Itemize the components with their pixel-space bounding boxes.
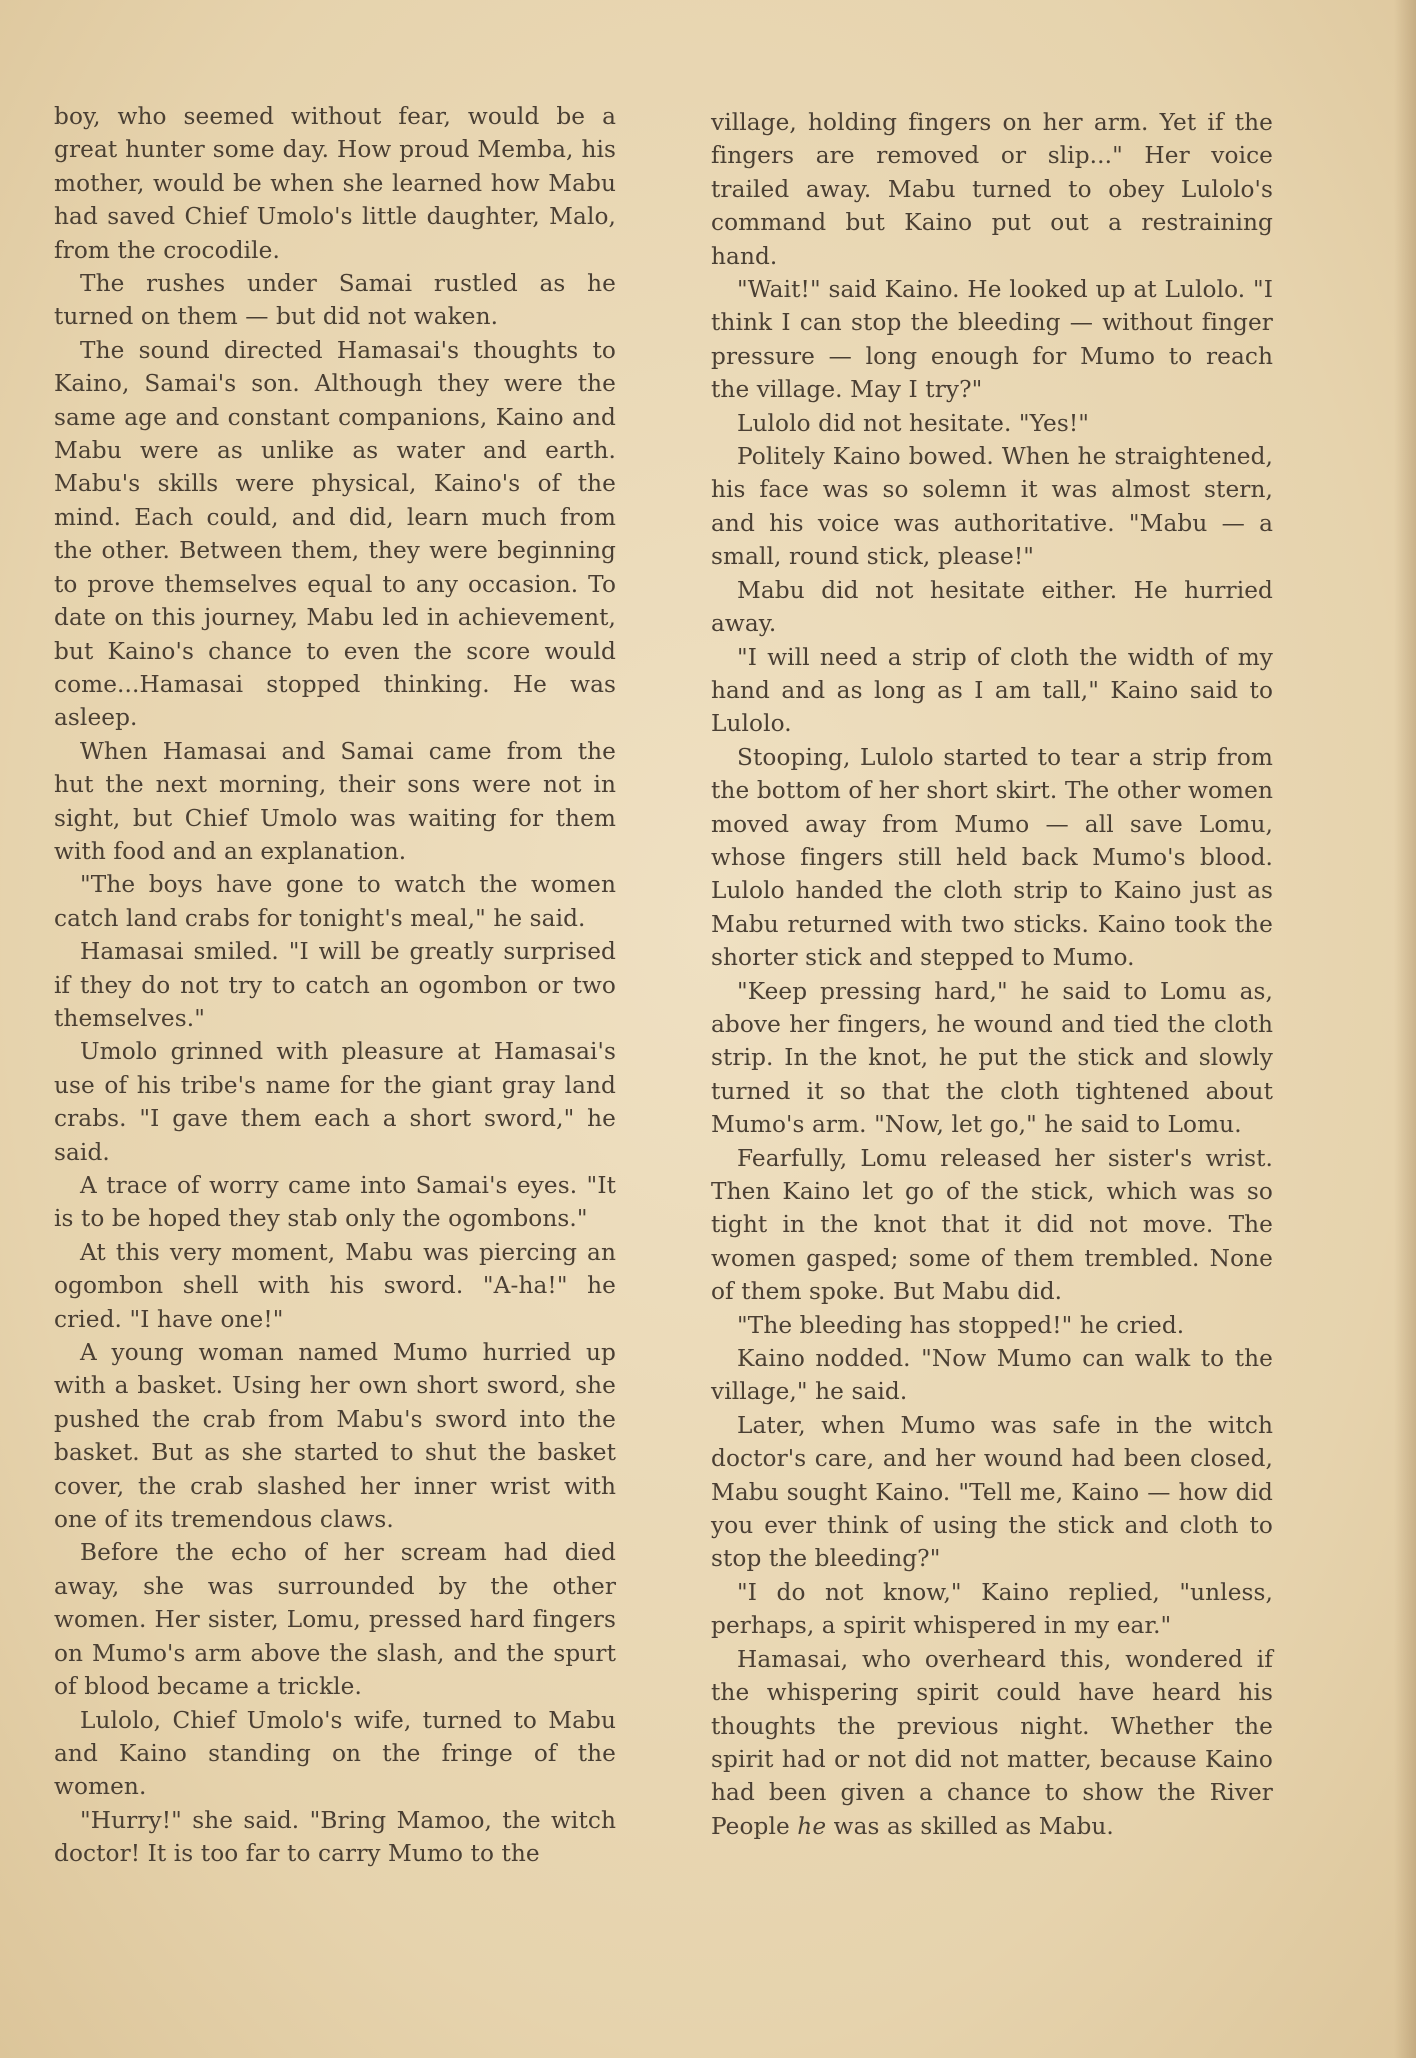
paragraph: "The bleeding has stopped!" he cried. <box>737 1311 1185 1339</box>
paragraph: The sound directed Hamasai's thoughts to Kaino, Samai's son. Although they were the same age and constant companions, Kaino and Mabu were as unlike as water and earth. Mabu's skills were physical, Kaino's of the mind. Each could, and did, learn much from the other. Between them, they were beginning to prove themselves equal to any occasion. To date on this journey, Mabu led in achievement, but Kaino's chance to even the score would come...Hamasai stopped thinking. He was asleep. <box>54 336 616 732</box>
paragraph: "Wait!" said Kaino. He looked up at Lulolo. "I think I can stop the bleeding — without finger pressure — long enough for Mumo to reach the village. May I try?" <box>711 276 1273 404</box>
paragraph: When Hamasai and Samai came from the hut the next morning, their sons were not in sight, but Chief Umolo was waiting for them with food and an explanation. <box>54 737 616 865</box>
paragraph: A young woman named Mumo hurried up with a basket. Using her own short sword, she pushed the crab from Mabu's sword into the basket. But as she started to shut the basket cover, the crab slashed her inner wrist with one of its tremendous claws. <box>54 1339 616 1534</box>
paragraph: Mabu did not hesitate either. He hurried away. <box>711 576 1273 638</box>
paragraph: The rushes under Samai rustled as he turned on them — but did not waken. <box>54 270 616 331</box>
paragraph: "Hurry!" she said. "Bring Mamoo, the witch doctor! It is too far to carry Mumo to the <box>54 1806 616 1868</box>
paragraph: village, holding fingers on her arm. Yet if the fingers are removed or slip..." Her voice trailed away. Mabu turned to obey Lulolo's command but Kaino put out a restraining hand. <box>711 109 1273 270</box>
paragraph: "I do not know," Kaino replied, "unless, perhaps, a spirit whispered in my ear." <box>711 1578 1273 1640</box>
paragraph: "The boys have gone to watch the women catch land crabs for tonight's meal," he said. <box>54 871 616 932</box>
paragraph: Politely Kaino bowed. When he straightened, his face was so solemn it was almost stern, and his voice was authoritative. "Mabu — a small, round stick, please!" <box>711 443 1273 571</box>
page-edge-shadow <box>1394 0 1416 2058</box>
final-paragraph-text: Hamasai, who overheard this, wondered if the whispering spirit could have heard his thoughts the previous night. Whether the spirit had or not did not matter, because Kaino had been given a chance to show the River People <box>711 1645 1273 1840</box>
paragraph: A trace of worry came into Samai's eyes. "It is to be hoped they stab only the ogombons." <box>54 1172 616 1233</box>
paragraph: Kaino nodded. "Now Mumo can walk to the village," he said. <box>711 1345 1273 1406</box>
paragraph: "Keep pressing hard," he said to Lomu as, above her fingers, he wound and tied the cloth strip. In the knot, he put the stick and slowly turned it so that the cloth tightened about Mumo's arm. "Now, let go," he said to Lomu. <box>711 977 1273 1139</box>
paragraph: Fearfully, Lomu released her sister's wrist. Then Kaino let go of the stick, which was so tight in the knot that it did not move. The women gasped; some of them trembled. None of them spoke. But Mabu did. <box>711 1144 1273 1306</box>
paragraph: Umolo grinned with pleasure at Hamasai's use of his tribe's name for the giant gray land crabs. "I gave them each a short sword," he said. <box>54 1038 616 1166</box>
paragraph: Hamasai smiled. "I will be greatly surprised if they do not try to catch an ogombon or two themselves." <box>54 938 616 1032</box>
left-column <box>54 100 616 1871</box>
paragraph: Before the echo of her scream had died away, she was surrounded by the other women. Her sister, Lomu, pressed hard fingers on Mumo's arm above the slash, and the spurt of blood became a trickle. <box>54 1539 616 1701</box>
paragraph: Lulolo did not hesitate. "Yes!" <box>737 409 1090 437</box>
paragraph: Lulolo, Chief Umolo's wife, turned to Mabu and Kaino standing on the fringe of the women. <box>54 1706 616 1801</box>
paragraph: boy, who seemed without fear, would be a great hunter some day. How proud Memba, his mother, would be when she learned how Mabu had saved Chief Umolo's little daughter, Malo, from the crocodile. <box>54 103 616 264</box>
paragraph: Stooping, Lulolo started to tear a strip from the bottom of her short skirt. The other women moved away from Mumo — all save Lomu, whose fingers still held back Mumo's blood. Lulolo handed the cloth strip to Kaino just as Mabu returned with two sticks. Kaino took the shorter stick and stepped to Mumo. <box>711 743 1273 972</box>
final-paragraph <box>711 1643 1273 1843</box>
final-paragraph-end: was as skilled as Mabu. <box>826 1812 1114 1840</box>
paragraph: Later, when Mumo was safe in the witch doctor's care, and her wound had been closed, Mabu sought Kaino. "Tell me, Kaino — how did you ever think of using the stick and cloth to stop the bleeding?" <box>711 1411 1273 1573</box>
paragraph: "I will need a strip of cloth the width of my hand and as long as I am tall," Kaino said to Lulolo. <box>711 643 1273 738</box>
paragraph: At this very moment, Mabu was piercing an ogombon shell with his sword. "A-ha!" he cried. "I have one!" <box>54 1238 616 1333</box>
emphasis-word: he <box>797 1812 827 1840</box>
right-column <box>711 106 1273 1843</box>
